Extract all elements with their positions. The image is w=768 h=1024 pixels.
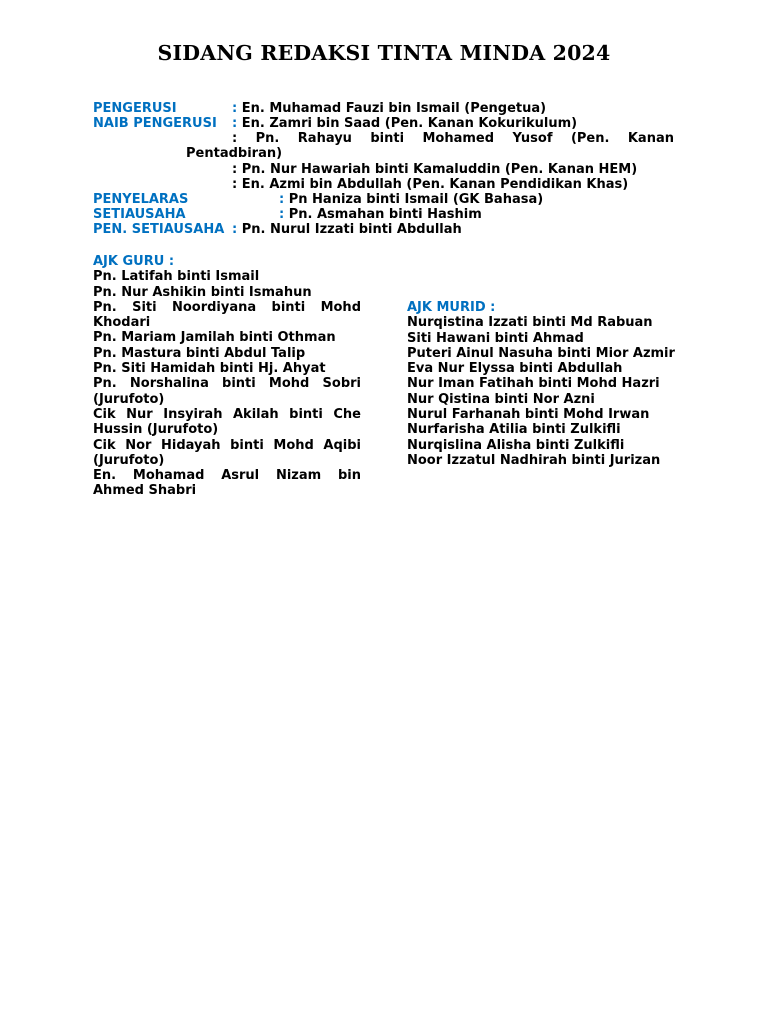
naib-pengerusi-colon-2: :	[232, 131, 238, 146]
list-item: Nur Qistina binti Nor Azni	[407, 391, 595, 407]
naib-pengerusi-colon: :	[232, 116, 238, 131]
naib-pengerusi-row-2	[232, 131, 674, 146]
list-item: Pn. Siti Noordiyana binti Mohd Khodari	[93, 299, 361, 331]
list-item: Siti Hawani binti Ahmad	[407, 330, 584, 346]
list-item: Cik Nur Insyirah Akilah binti Che Hussin (Jurufoto)	[93, 406, 361, 438]
naib-pengerusi-member-2-word: (Pen.	[570, 131, 610, 146]
list-item: Noor Izzatul Nadhirah binti Jurizan	[407, 452, 661, 468]
naib-pengerusi-row-1	[232, 116, 577, 131]
list-item: Pn. Siti Hamidah binti Hj. Ahyat	[93, 361, 326, 377]
naib-pengerusi-member-2-word: binti	[370, 131, 405, 146]
naib-pengerusi-member-1: En. Zamri bin Saad (Pen. Kanan Kokurikulum)	[241, 116, 578, 131]
ajk-guru-heading: AJK GURU :	[93, 254, 175, 269]
list-item: Puteri Ainul Nasuha binti Mior Azmir	[407, 345, 675, 361]
naib-pengerusi-row-3	[232, 162, 637, 177]
list-item: Cik Nor Hidayah binti Mohd Aqibi (Jurufoto)	[93, 437, 361, 468]
naib-pengerusi-label: NAIB PENGERUSI	[93, 116, 217, 131]
list-item: Nurul Farhanah binti Mohd Irwan	[407, 407, 650, 423]
list-item: Eva Nur Elyssa binti Abdullah	[407, 361, 623, 377]
penyelaras-value-row	[279, 192, 543, 207]
list-item: Pn. Nur Ashikin binti Ismahun	[93, 284, 312, 300]
pen-setiausaha-label: PEN. SETIAUSAHA	[93, 222, 225, 237]
ajk-murid-heading: AJK MURID :	[407, 300, 496, 315]
naib-pengerusi-member-2-word: Yusof	[512, 131, 553, 146]
list-item: Pn. Mastura binti Abdul Talip	[93, 345, 306, 361]
penyelaras-value: Pn Haniza binti Ismail (GK Bahasa)	[288, 192, 544, 207]
list-item: En. Mohamad Asrul Nizam bin Ahmed Shabri	[93, 468, 361, 499]
setiausaha-label: SETIAUSAHA	[93, 207, 186, 222]
list-item: Nurqistina Izzati binti Md Rabuan	[407, 315, 653, 331]
pengerusi-label: PENGERUSI	[93, 101, 177, 116]
pen-setiausaha-value-row	[232, 222, 462, 237]
naib-pengerusi-member-4: En. Azmi bin Abdullah (Pen. Kanan Pendidikan Khas)	[241, 177, 629, 192]
list-item: Nurqislina Alisha binti Zulkifli	[407, 437, 625, 453]
pengerusi-value: En. Muhamad Fauzi bin Ismail (Pengetua)	[241, 101, 547, 116]
pengerusi-value-row	[232, 101, 546, 116]
ajk-murid-list	[407, 300, 697, 468]
naib-pengerusi-colon-3: :	[232, 162, 238, 177]
penyelaras-colon: :	[279, 192, 285, 207]
setiausaha-value-row	[279, 207, 482, 222]
setiausaha-value: Pn. Asmahan binti Hashim	[288, 207, 482, 222]
naib-pengerusi-member-2-word: Rahayu	[297, 131, 352, 146]
page-title: SIDANG REDAKSI TINTA MINDA 2024	[157, 41, 611, 65]
list-item: Nurfarisha Atilia binti Zulkifli	[407, 422, 621, 438]
naib-pengerusi-colon-4: :	[232, 177, 238, 192]
naib-pengerusi-member-2-word: Pn.	[255, 131, 280, 146]
naib-pengerusi-member-2-word: Kanan	[627, 131, 674, 146]
naib-pengerusi-member-2-cont: Pentadbiran)	[186, 146, 283, 161]
setiausaha-colon: :	[279, 207, 285, 222]
penyelaras-label: PENYELARAS	[93, 192, 189, 207]
list-item: Pn. Mariam Jamilah binti Othman	[93, 330, 336, 346]
naib-pengerusi-member-2-word: Mohamed	[422, 131, 495, 146]
list-item: Pn. Latifah binti Ismail	[93, 269, 260, 285]
pen-setiausaha-colon: :	[232, 222, 238, 237]
naib-pengerusi-member-3: Pn. Nur Hawariah binti Kamaluddin (Pen. Kanan HEM)	[241, 162, 638, 177]
ajk-guru-list	[93, 254, 361, 499]
list-item: Nur Iman Fatihah binti Mohd Hazri	[407, 376, 660, 392]
list-item: Pn. Norshalina binti Mohd Sobri (Jurufoto)	[93, 376, 361, 407]
naib-pengerusi-row-4	[232, 177, 628, 192]
pengerusi-colon: :	[232, 101, 238, 116]
pen-setiausaha-value: Pn. Nurul Izzati binti Abdullah	[241, 222, 462, 237]
